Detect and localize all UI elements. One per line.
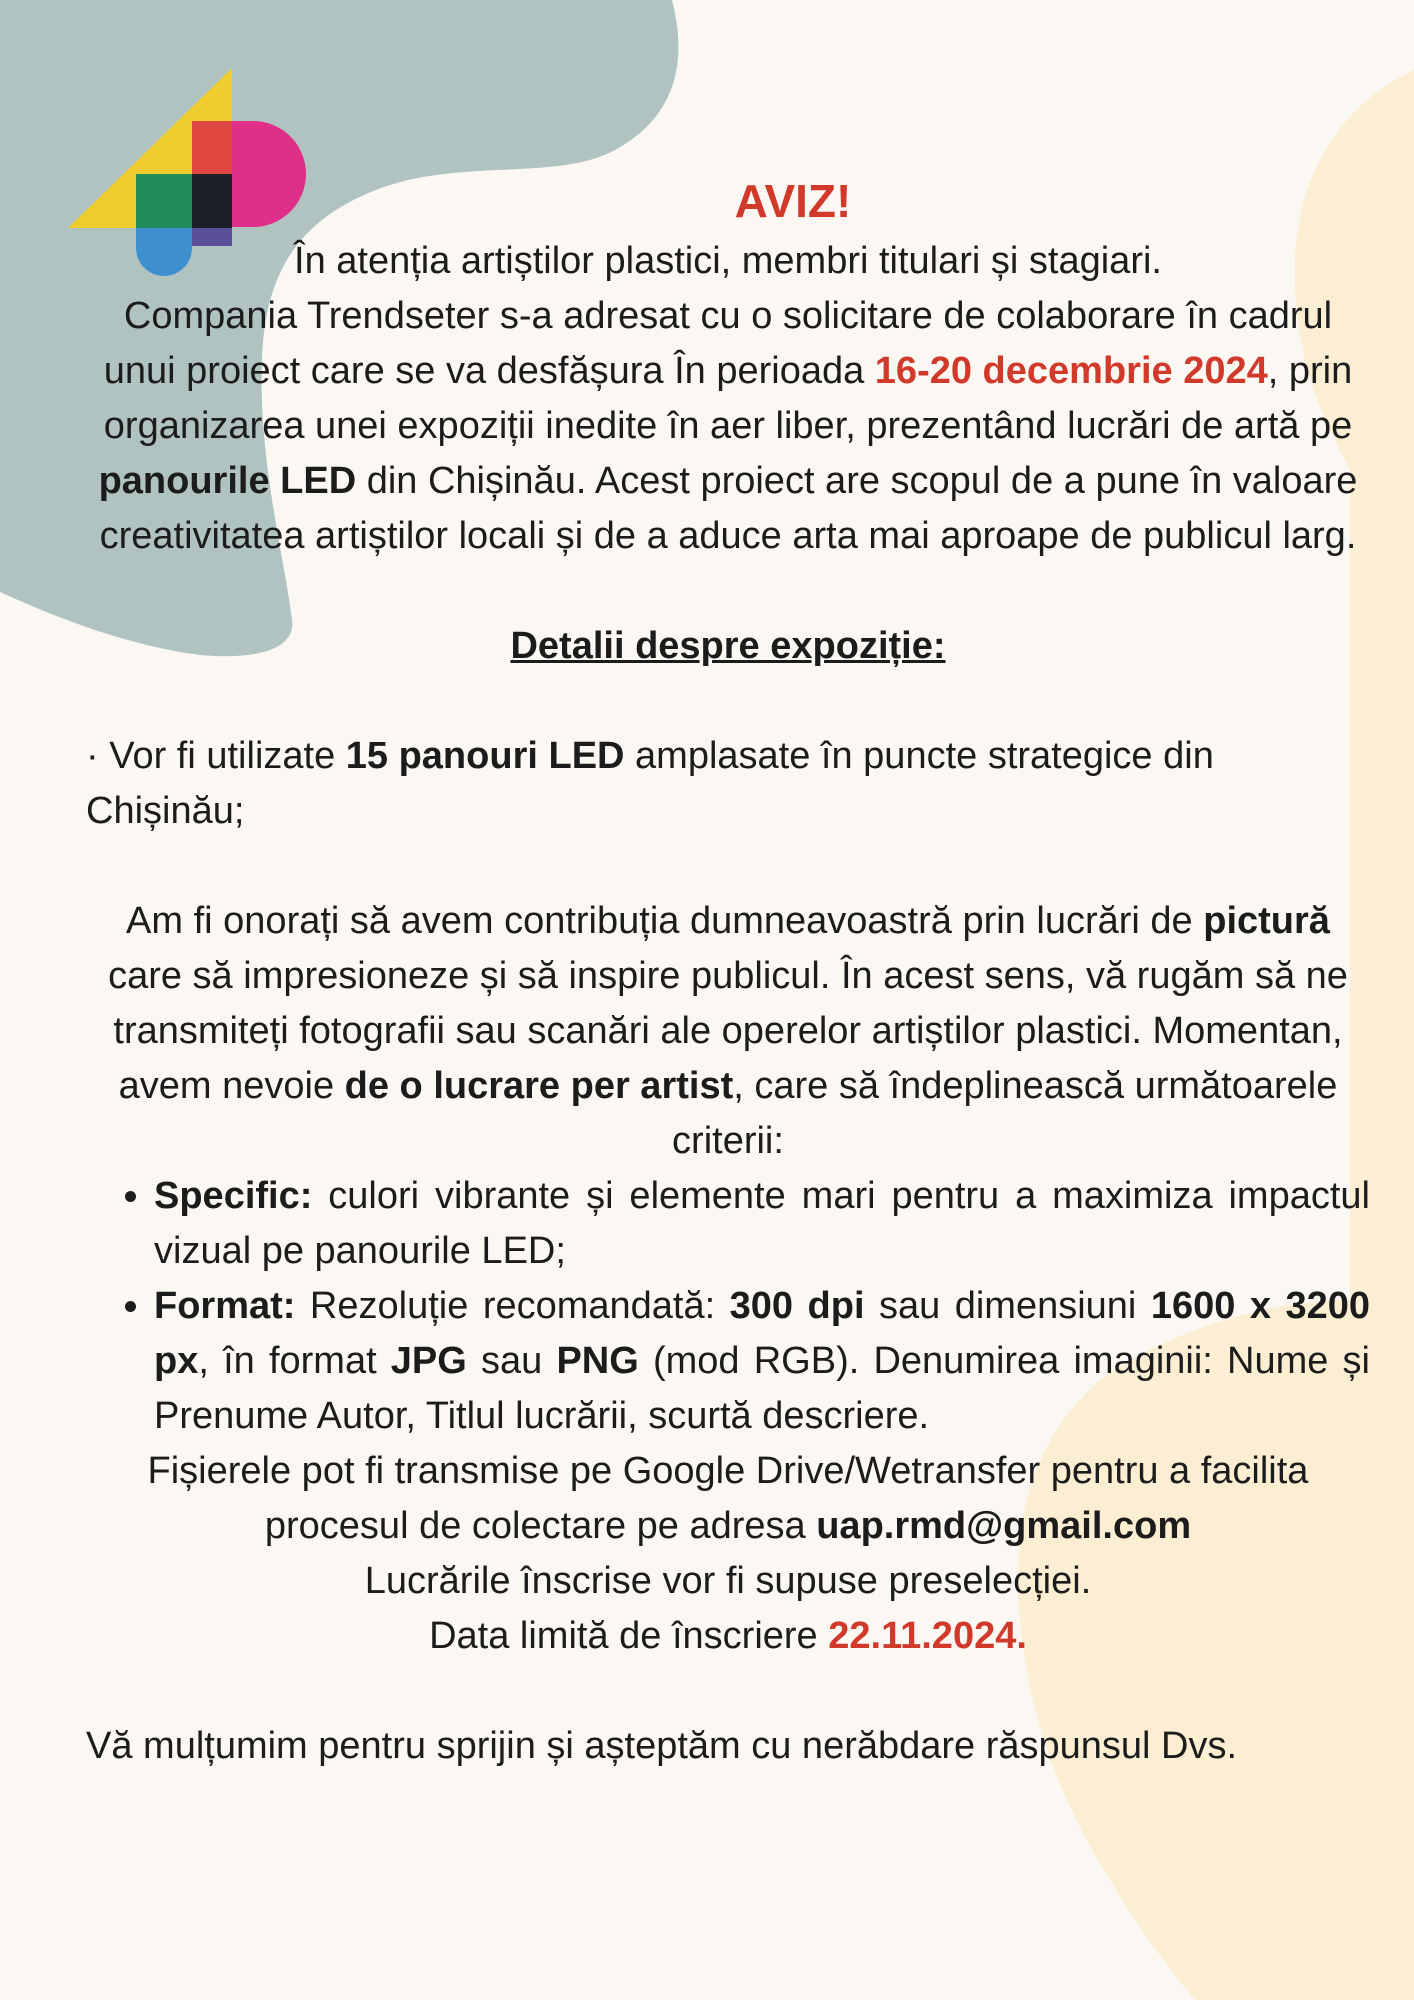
led-panels-text: panourile LED [98, 460, 357, 502]
preselection-line: Lucrările înscrise vor fi supuse preselecției. [364, 1560, 1092, 1602]
project-paragraph: Compania Trendseter s-a adresat cu o solicitare de colaborare în cadrul unui proiect care se va desfășura În perioada 16-20 decembrie 2024, prin organizarea unei expoziții inedite în aer liber, prezentând lucrări de artă pe panourile LED din Chișinău. Acest proiect are scopul de a pune în valoare creativitatea artiștilor locali și de a aduce arta mai aproape de publicul larg. [98, 295, 1358, 557]
details-item: · Vor fi utilizate 15 panouri LED amplasate în puncte strategice din Chișinău; [86, 735, 1214, 832]
deadline-line: Data limită de înscriere 22.11.2024. [429, 1615, 1027, 1657]
criteria-list [86, 1169, 1370, 1444]
painting-text: pictură [1203, 900, 1330, 942]
one-work-text: de o lucrare per artist [344, 1065, 734, 1107]
panels-count: 15 panouri LED [345, 735, 625, 777]
invitation-paragraph: Am fi onorați să avem contribuția dumneavoastră prin lucrări de pictură care să impresioneze și să inspire publicul. În acest sens, vă rugăm să ne transmiteți fotografii sau scanări ale operelor artiștilor plastici. Momentan, avem nevoie de o lucrare per artist, care să îndeplinească următoarele criterii: [108, 900, 1348, 1162]
criteria-item-specific: • Specific: culori vibrante și elemente mari pentru a maximiza impactul vizual pe panourile LED; [154, 1169, 1370, 1279]
deadline-date: 22.11.2024. [828, 1615, 1027, 1657]
notice-content [86, 168, 1370, 1774]
criteria-item-format: • Format: Rezoluție recomandată: 300 dpi sau dimensiuni 1600 x 3200 px, în format JPG sau PNG (mod RGB). Denumirea imaginii: Nume și Prenume Autor, Titlul lucrării, scurtă descriere. [154, 1279, 1370, 1444]
closing-line: Vă mulțumim pentru sprijin și așteptăm cu nerăbdare răspunsul Dvs. [86, 1725, 1238, 1767]
contact-email: uap.rmd@gmail.com [816, 1505, 1192, 1547]
project-dates: 16-20 decembrie 2024 [874, 350, 1268, 392]
details-heading: Detalii despre expoziție: [510, 625, 946, 667]
files-paragraph: Fișierele pot fi transmise pe Google Drive/Wetransfer pentru a facilita procesul de colectare pe adresa uap.rmd@gmail.com [147, 1450, 1309, 1547]
intro-line: În atenția artiștilor plastici, membri titulari și stagiari. [294, 240, 1162, 282]
logo-red-square [192, 121, 232, 174]
notice-title: AVIZ! [734, 175, 852, 227]
